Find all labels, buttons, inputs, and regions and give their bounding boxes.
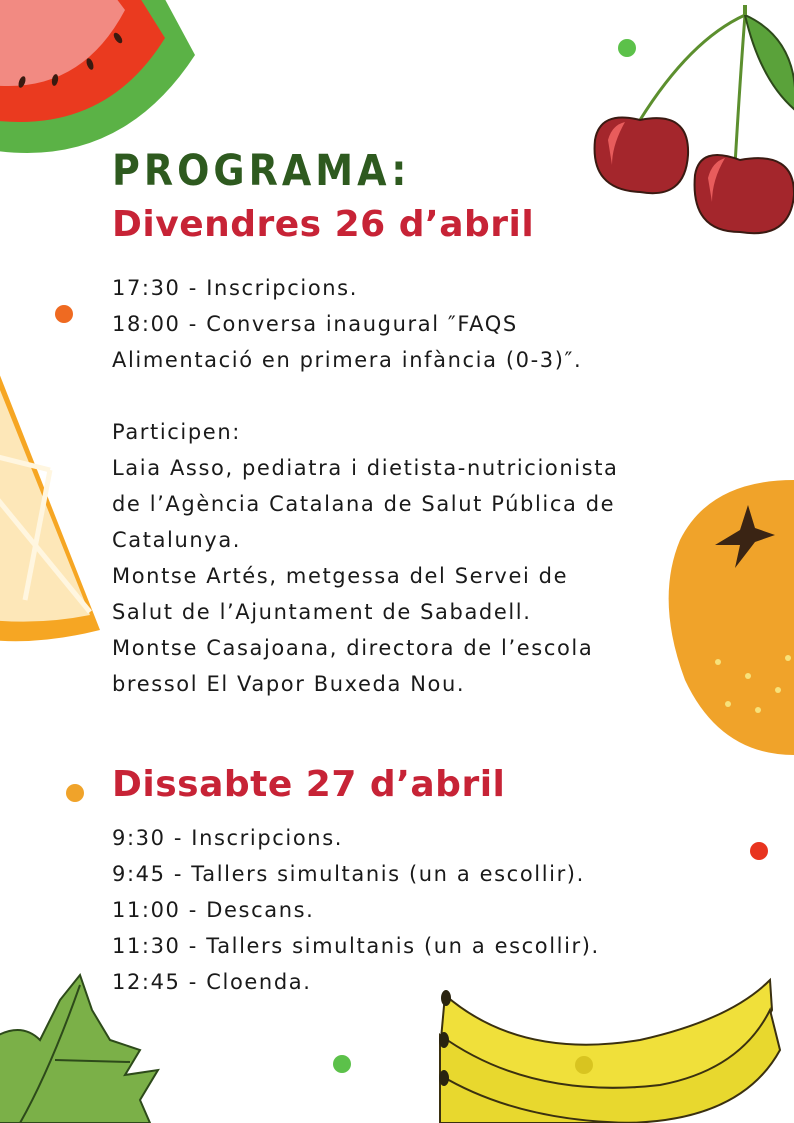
schedule-line: 9:45 - Tallers simultanis (un a escollir). (112, 862, 585, 886)
schedule-line: 11:00 - Descans. (112, 898, 315, 922)
schedule-line: 12:45 - Cloenda. (112, 970, 312, 994)
participant-line: Laia Asso, pediatra i dietista-nutricionista (112, 456, 619, 480)
dot (66, 784, 84, 802)
dot (618, 39, 636, 57)
schedule-line: 11:30 - Tallers simultanis (un a escollir). (112, 934, 600, 958)
watermelon-icon (0, 0, 195, 153)
program-heading: PROGRAMA: (112, 146, 411, 196)
participant-line: Salut de l’Ajuntament de Sabadell. (112, 600, 532, 624)
cherries-icon (595, 5, 794, 233)
participant-line: Montse Artés, metgessa del Servei de (112, 564, 569, 588)
schedule-line: Alimentació en primera infància (0-3)″. (112, 348, 583, 372)
friday-section (112, 270, 712, 702)
banana-icon (439, 980, 780, 1123)
lemon-icon (0, 350, 100, 641)
schedule-line: 18:00 - Conversa inaugural ″FAQS (112, 312, 518, 336)
participants-label: Participen: (112, 420, 241, 444)
saturday-title: Dissabte 27 d’abril (112, 764, 506, 805)
participant-line: Catalunya. (112, 528, 242, 552)
participant-line: bressol El Vapor Buxeda Nou. (112, 672, 466, 696)
dot (55, 305, 73, 323)
schedule-line: 17:30 - Inscripcions. (112, 276, 358, 300)
dot (333, 1055, 351, 1073)
participant-line: de l’Agència Catalana de Salut Pública de (112, 492, 616, 516)
participant-line: Montse Casajoana, directora de l’escola (112, 636, 594, 660)
friday-title: Divendres 26 d’abril (112, 204, 535, 245)
dot (750, 842, 768, 860)
saturday-section (112, 820, 712, 1000)
schedule-line: 9:30 - Inscripcions. (112, 826, 344, 850)
